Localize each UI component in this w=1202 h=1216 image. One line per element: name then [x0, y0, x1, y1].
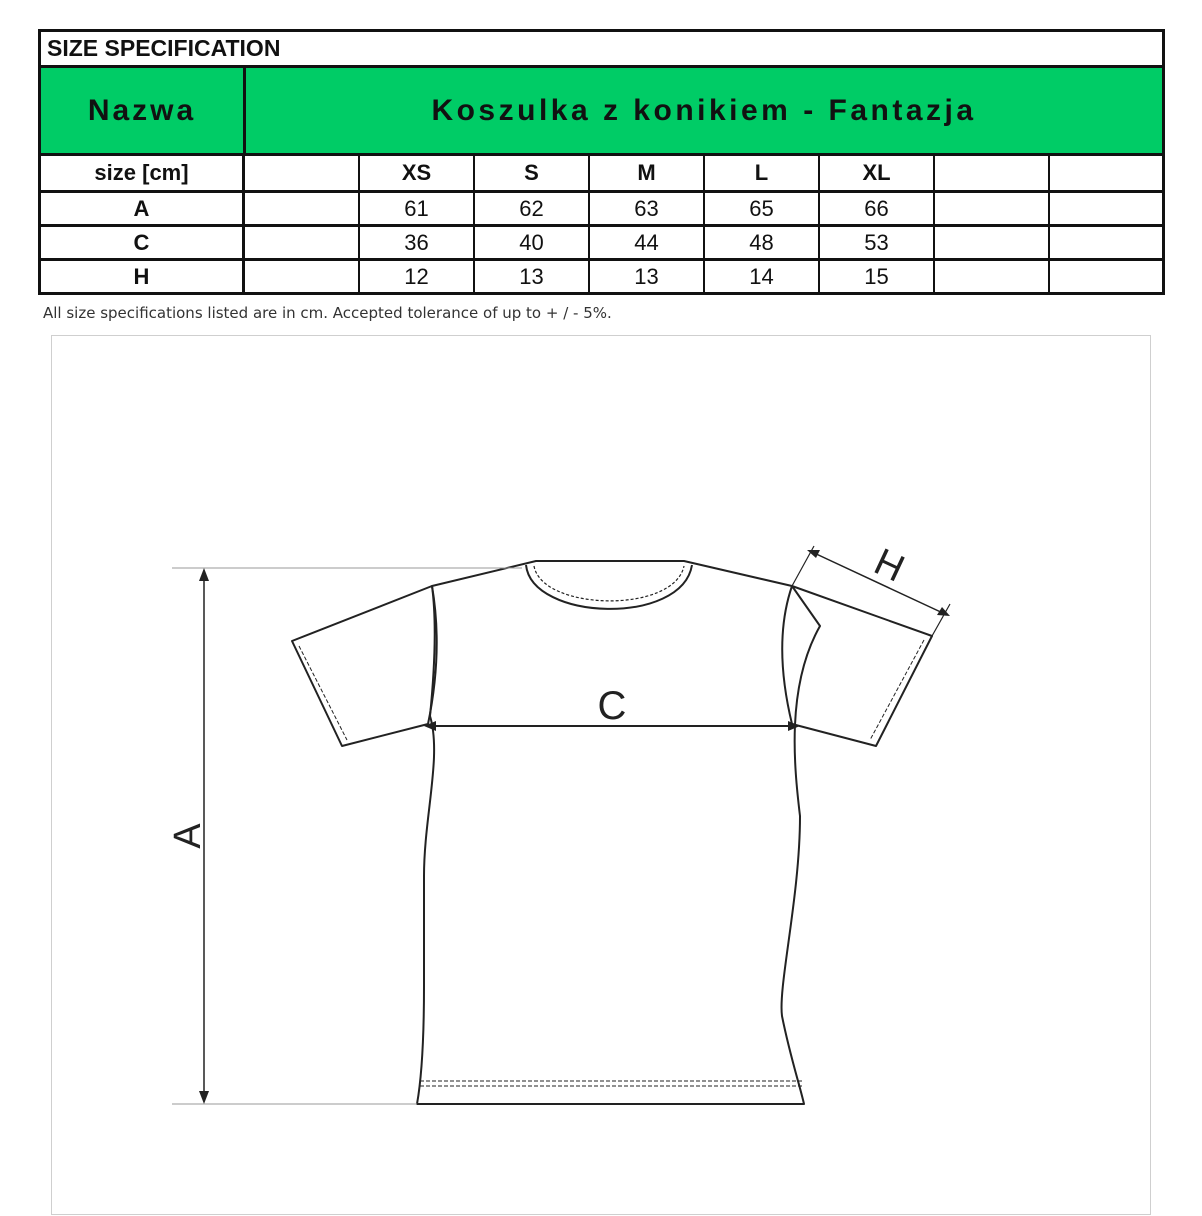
- value-cell: 65: [705, 193, 820, 224]
- empty-cell: [245, 156, 360, 190]
- tshirt-diagram-frame: [51, 335, 1151, 1215]
- row-label: A: [41, 193, 245, 224]
- value-cell: 44: [590, 227, 705, 258]
- value-cell: 36: [360, 227, 475, 258]
- size-m: M: [590, 156, 705, 190]
- table-row-h: [41, 258, 1162, 292]
- tshirt-diagram: [52, 336, 1152, 1216]
- size-specification-table: [38, 29, 1165, 295]
- table-row-a: [41, 190, 1162, 224]
- value-cell: 12: [360, 261, 475, 292]
- size-xs: XS: [360, 156, 475, 190]
- table-row-c: [41, 224, 1162, 258]
- value-cell: 53: [820, 227, 935, 258]
- label-c: C: [597, 684, 627, 728]
- row-label: C: [41, 227, 245, 258]
- empty-cell: [1050, 261, 1162, 292]
- size-xl: XL: [820, 156, 935, 190]
- left-sleeve: [292, 586, 437, 746]
- empty-cell: [245, 227, 360, 258]
- value-cell: 13: [475, 261, 590, 292]
- size-l: L: [705, 156, 820, 190]
- value-cell: 61: [360, 193, 475, 224]
- empty-cell: [935, 227, 1050, 258]
- value-cell: 62: [475, 193, 590, 224]
- empty-cell: [245, 193, 360, 224]
- value-cell: 13: [590, 261, 705, 292]
- size-s: S: [475, 156, 590, 190]
- name-header-row: [41, 68, 1162, 156]
- label-a: A: [167, 823, 209, 849]
- empty-cell: [935, 261, 1050, 292]
- empty-cell: [935, 156, 1050, 190]
- right-sleeve-stitch: [870, 640, 924, 740]
- value-cell: 40: [475, 227, 590, 258]
- product-name: Koszulka z konikiem - Fantazja: [431, 93, 977, 127]
- label-h: H: [867, 540, 911, 591]
- collar-inner: [534, 566, 684, 601]
- table-title: SIZE SPECIFICATION: [41, 32, 1162, 68]
- size-header-row: [41, 156, 1162, 190]
- empty-cell: [1050, 227, 1162, 258]
- empty-cell: [1050, 156, 1162, 190]
- value-cell: 15: [820, 261, 935, 292]
- value-cell: 48: [705, 227, 820, 258]
- value-cell: 63: [590, 193, 705, 224]
- name-label: Nazwa: [41, 68, 246, 153]
- tshirt-outline: [417, 561, 820, 1104]
- left-sleeve-stitch: [299, 646, 347, 740]
- empty-cell: [1050, 193, 1162, 224]
- value-cell: 66: [820, 193, 935, 224]
- tolerance-note: All size specifications listed are in cm. Accepted tolerance of up to + / - 5%.: [43, 304, 612, 322]
- empty-cell: [245, 261, 360, 292]
- a-arrow-bottom: [199, 1091, 209, 1104]
- row-label: H: [41, 261, 245, 292]
- size-unit-label: size [cm]: [41, 156, 245, 190]
- empty-cell: [935, 193, 1050, 224]
- c-arrow-left: [424, 721, 436, 731]
- value-cell: 14: [705, 261, 820, 292]
- a-arrow-top: [199, 568, 209, 581]
